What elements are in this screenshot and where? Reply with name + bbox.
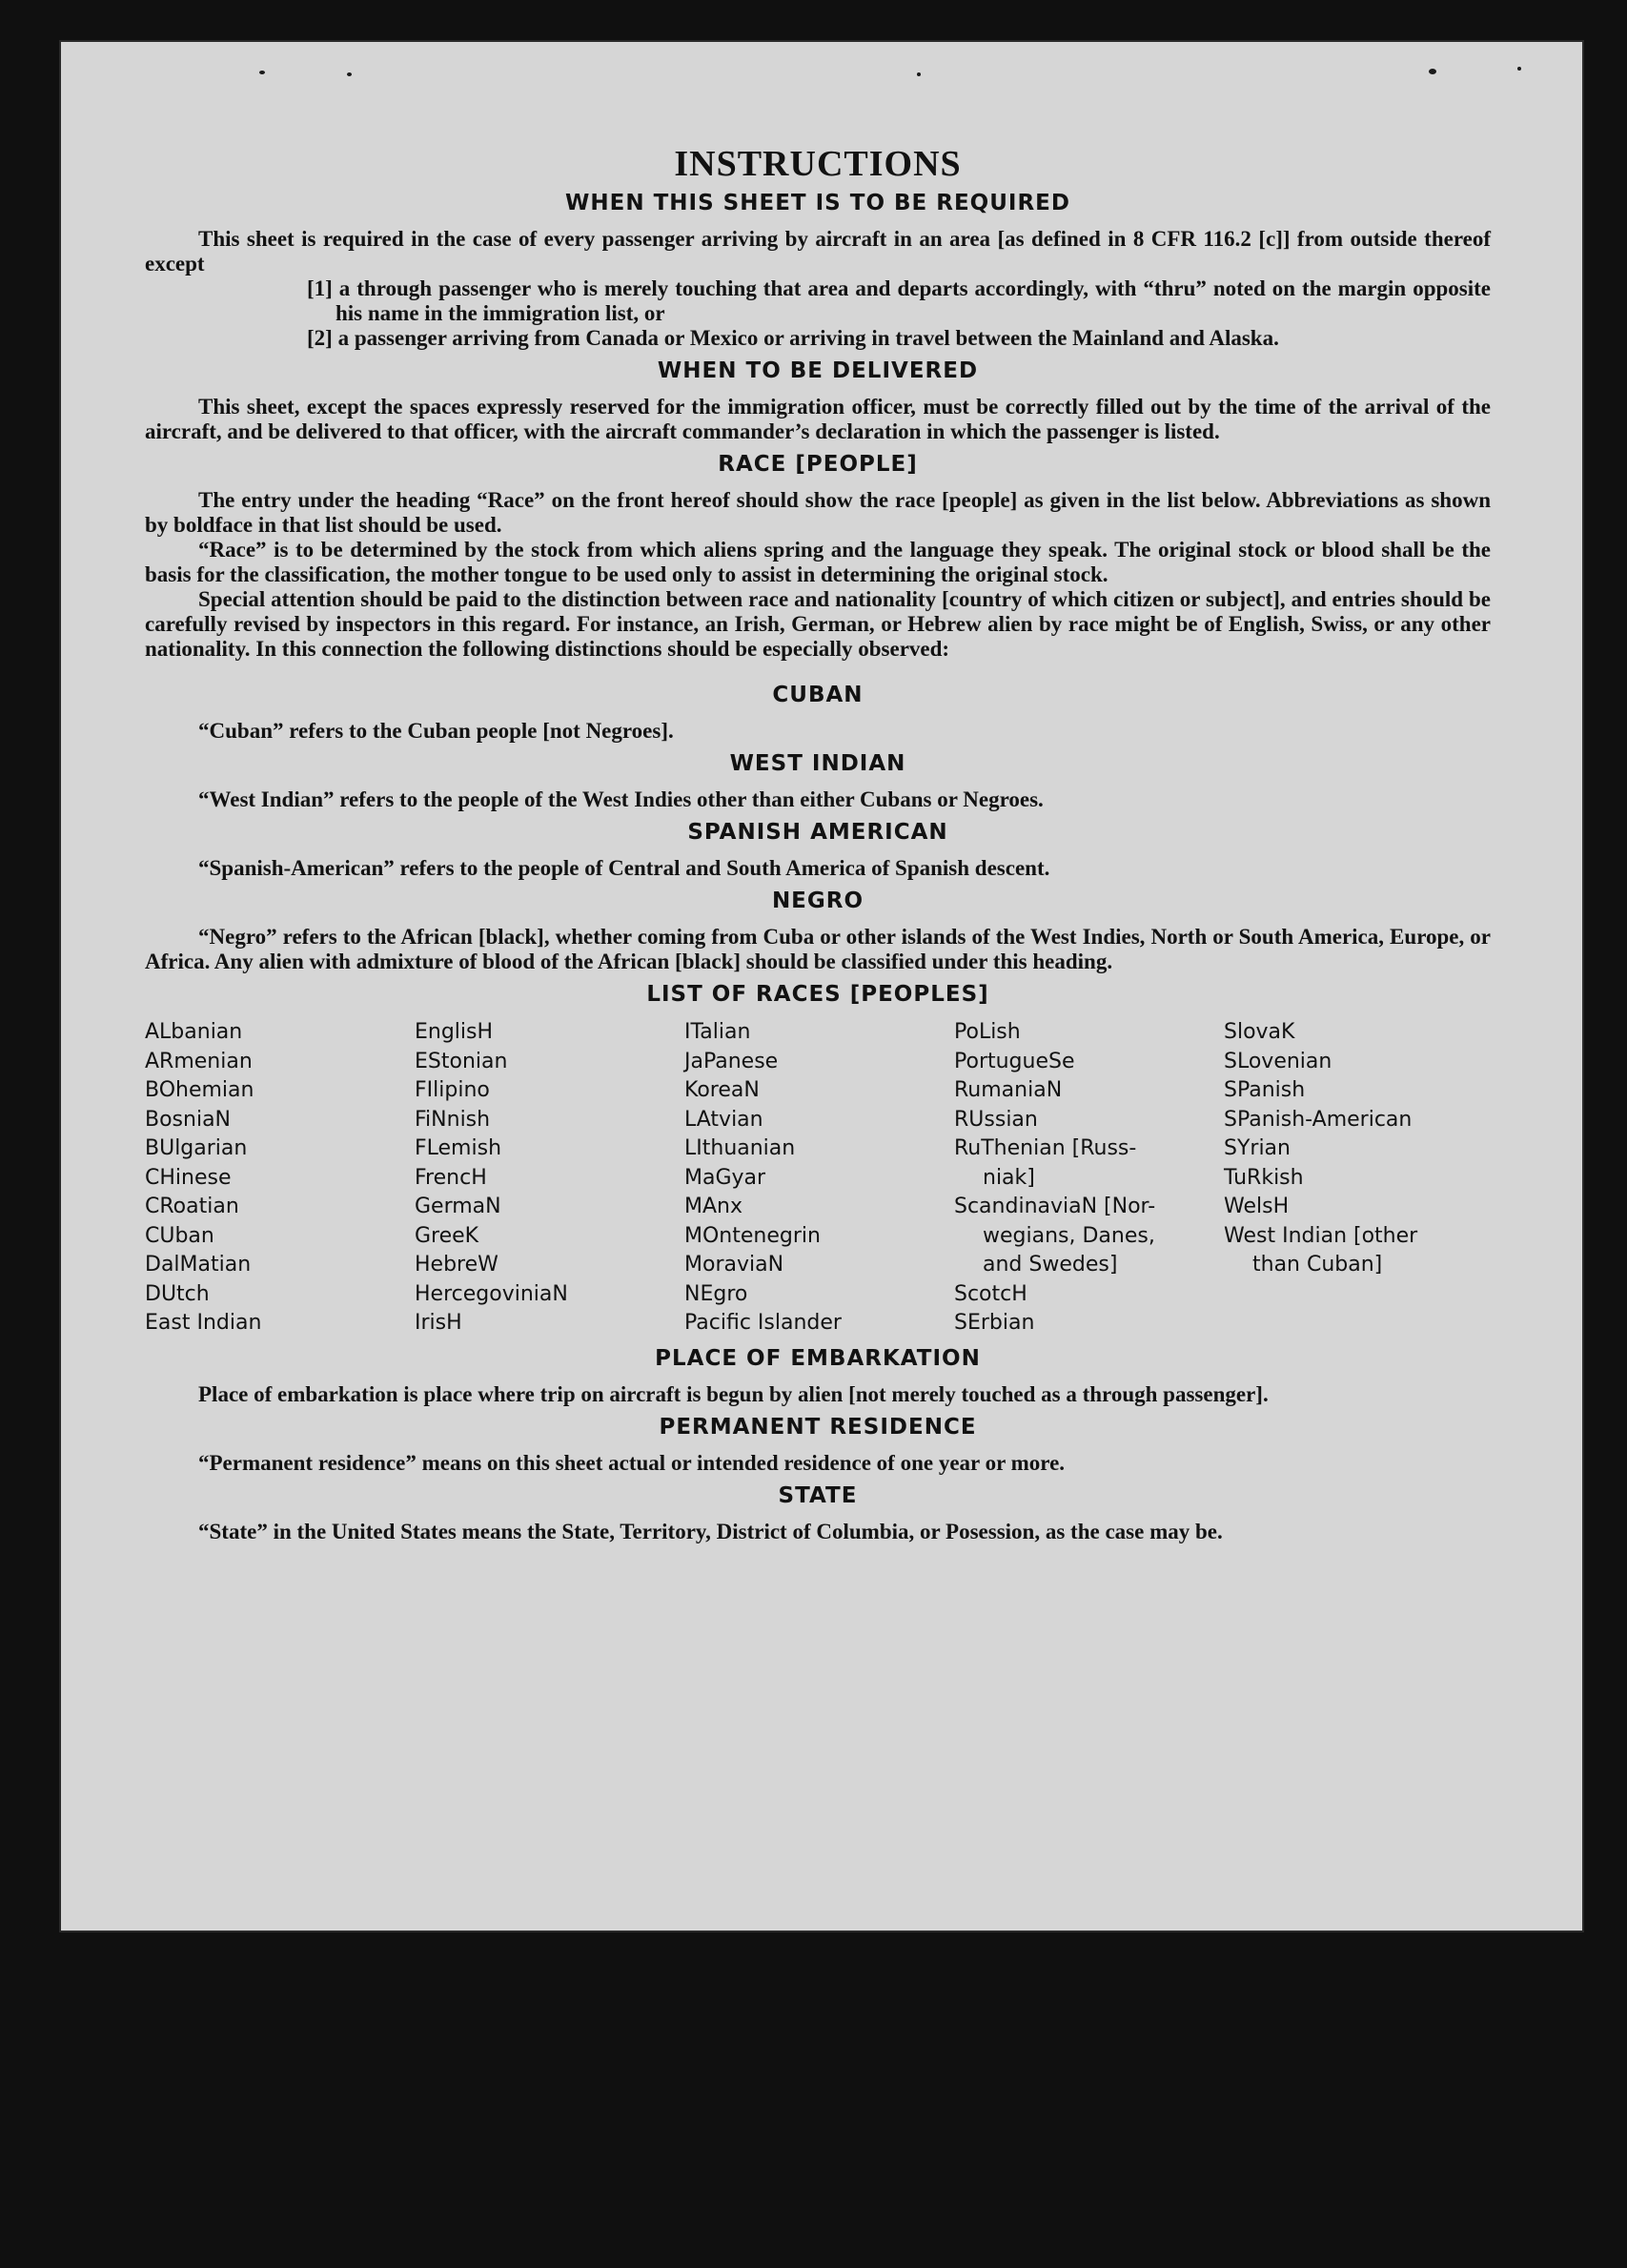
race-item: HebreW	[415, 1253, 498, 1277]
heading-when-required: WHEN THIS SHEET IS TO BE REQUIRED	[565, 191, 1070, 215]
race-item: NEgro	[684, 1281, 748, 1306]
heading-race: RACE [PEOPLE]	[718, 452, 918, 477]
race-item: RUssian	[954, 1107, 1038, 1132]
race-item: wegians, Danes,	[983, 1223, 1155, 1248]
negro-text: “Negro” refers to the African [black], whether coming from Cuba or other islands of the West Indies, North or South America, Europe, or Africa. Any alien with admixture of blood of the African [black] should be classified under this heading.	[145, 925, 1491, 973]
race-item: DUtch	[145, 1281, 210, 1306]
race-item: CHinese	[145, 1165, 232, 1190]
race-item: JaPanese	[684, 1049, 779, 1073]
race-item: than Cuban]	[1252, 1253, 1383, 1277]
punch-mark	[917, 72, 921, 76]
race-item: ALbanian	[145, 1020, 243, 1044]
race-item: SErbian	[954, 1311, 1035, 1335]
races-column-3	[684, 1018, 954, 1338]
race-item: ARmenian	[145, 1049, 253, 1073]
page-title: INSTRUCTIONS	[674, 144, 962, 184]
race-item: MaGyar	[684, 1165, 766, 1190]
heading-spanish-american: SPANISH AMERICAN	[687, 820, 948, 845]
heading-permanent-residence: PERMANENT RESIDENCE	[659, 1414, 977, 1440]
punch-mark	[1429, 69, 1436, 74]
race-item: CUban	[145, 1223, 214, 1248]
race-item: HercegoviniaN	[415, 1281, 568, 1306]
race-item: EStonian	[415, 1049, 508, 1073]
race-item: MoraviaN	[684, 1253, 784, 1277]
race-item: MOntenegrin	[684, 1223, 821, 1248]
west-indian-text: “West Indian” refers to the people of the West Indies other than either Cubans or Negroes.	[198, 787, 1044, 811]
document-body	[145, 143, 1491, 1544]
race-item: RuThenian [Russ-	[954, 1136, 1137, 1160]
when-required-item-2: [2] a passenger arriving from Canada or Mexico or arriving in travel between the Mainland and Alaska.	[307, 326, 1279, 350]
race-item: WelsH	[1224, 1195, 1290, 1218]
race-item: ITalian	[684, 1020, 751, 1044]
race-item: LAtvian	[684, 1107, 763, 1132]
race-paragraph-1: The entry under the heading “Race” on the front hereof should show the race [people] as given in the list below. Abbreviations as shown by boldface in that list should be used.	[145, 488, 1491, 537]
race-item: SLovenian	[1224, 1049, 1332, 1073]
spanish-american-text: “Spanish-American” refers to the people of Central and South America of Spanish descent.	[198, 856, 1050, 880]
instruction-sheet	[59, 40, 1584, 1932]
race-item: SYrian	[1224, 1136, 1291, 1160]
races-column-1	[145, 1018, 415, 1338]
race-item: ScandinaviaN [Nor-	[954, 1195, 1156, 1218]
race-item: BOhemian	[145, 1078, 254, 1102]
race-item: GreeK	[415, 1223, 479, 1248]
heading-west-indian: WEST INDIAN	[729, 751, 906, 776]
race-item: PoLish	[954, 1020, 1021, 1044]
when-delivered-text: This sheet, except the spaces expressly reserved for the immigration officer, must be correctly filled out by the time of the arrival of the aircraft, and be delivered to that officer, with the aircraft commander’s declaration in which the passenger is listed.	[145, 395, 1491, 443]
race-item: and Swedes]	[983, 1253, 1118, 1277]
punch-mark	[259, 71, 265, 74]
state-text: “State” in the United States means the State, Territory, District of Columbia, or Posession, as the case may be.	[198, 1519, 1223, 1543]
race-item: KoreaN	[684, 1078, 760, 1102]
race-item: LIthuanian	[684, 1136, 796, 1160]
race-item: BUlgarian	[145, 1136, 248, 1160]
race-item: PortugueSe	[954, 1049, 1075, 1073]
race-item: SPanish-American	[1224, 1107, 1413, 1132]
race-paragraph-2: “Race” is to be determined by the stock from which aliens spring and the language they speak. The original stock or blood shall be the basis for the classification, the mother tongue to be used only to assist in determining the original stock.	[145, 538, 1491, 586]
heading-list-of-races: LIST OF RACES [PEOPLES]	[646, 982, 989, 1007]
races-column-4	[954, 1018, 1224, 1338]
heading-embarkation: PLACE OF EMBARKATION	[655, 1345, 981, 1371]
punch-mark	[1517, 67, 1521, 71]
race-item: IrisH	[415, 1311, 462, 1335]
race-item: DalMatian	[145, 1253, 252, 1277]
permanent-residence-text: “Permanent residence” means on this sheet actual or intended residence of one year or more.	[198, 1450, 1066, 1475]
when-required-intro: This sheet is required in the case of every passenger arriving by aircraft in an area [as defined in 8 CFR 116.2 [c]] from outside thereof except	[145, 227, 1491, 276]
race-item: FrencH	[415, 1165, 487, 1190]
race-item: ScotcH	[954, 1281, 1027, 1306]
race-item: West Indian [other	[1224, 1223, 1418, 1248]
heading-cuban: CUBAN	[772, 683, 864, 707]
race-item: BosniaN	[145, 1107, 232, 1132]
races-list	[145, 1018, 1491, 1338]
race-item: RumaniaN	[954, 1078, 1063, 1102]
when-required-item-1: [1] a through passenger who is merely touching that area and departs accordingly, with “thru” noted on the margin opposite his name in the immigration list, or	[307, 276, 1491, 325]
race-paragraph-3: Special attention should be paid to the distinction between race and nationality [country of which citizen or subject], and entries should be carefully revised by inspectors in this regard. For instance, an Irish, German, or Hebrew alien by race might be of English, Swiss, or any other nationality. In this connection the following distinctions should be especially observed:	[145, 587, 1491, 661]
race-item: niak]	[983, 1165, 1035, 1190]
race-item: SlovaK	[1224, 1020, 1295, 1044]
race-item: FiNnish	[415, 1107, 491, 1132]
race-item: EnglisH	[415, 1020, 494, 1044]
races-column-2	[415, 1018, 684, 1338]
heading-negro: NEGRO	[771, 889, 864, 913]
punch-mark	[347, 72, 352, 76]
race-item: SPanish	[1224, 1078, 1306, 1102]
race-item: TuRkish	[1224, 1165, 1304, 1190]
heading-state: STATE	[778, 1482, 858, 1508]
race-item: FIlipino	[415, 1078, 490, 1102]
race-item: East Indian	[145, 1311, 262, 1335]
race-item: GermaN	[415, 1195, 501, 1218]
race-item: FLemish	[415, 1136, 502, 1160]
race-item: CRoatian	[145, 1195, 239, 1218]
embarkation-text: Place of embarkation is place where trip on aircraft is begun by alien [not merely touched as a through passenger].	[198, 1381, 1269, 1406]
heading-when-delivered: WHEN TO BE DELIVERED	[657, 358, 979, 383]
race-item: Pacific Islander	[684, 1311, 842, 1335]
race-item: MAnx	[684, 1195, 742, 1218]
cuban-text: “Cuban” refers to the Cuban people [not Negroes].	[198, 719, 674, 743]
races-column-5	[1224, 1018, 1494, 1338]
